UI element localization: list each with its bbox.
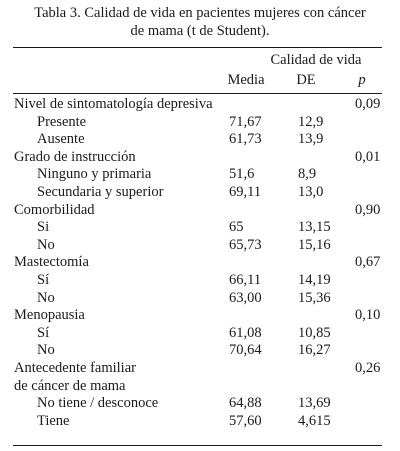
table-row (0, 272, 400, 290)
cell-media: 70,64 (229, 342, 262, 359)
table-row (0, 219, 400, 237)
cell-de: 13,9 (298, 131, 324, 148)
table-row (0, 237, 400, 255)
caption-line-1: Tabla 3. Calidad de vida en pacientes mujeres con cáncer (34, 5, 366, 21)
row-label: Sí (37, 271, 50, 288)
table-header-rule (13, 93, 382, 94)
table-row (0, 413, 400, 431)
table-row (0, 360, 400, 378)
table-row (0, 290, 400, 308)
cell-de: 16,27 (298, 342, 331, 359)
row-label: Ninguno y primaria (37, 166, 152, 183)
table-row (0, 395, 400, 413)
row-label: Menopausia (14, 307, 85, 324)
cell-de: 13,15 (298, 219, 331, 236)
table-row (0, 254, 400, 272)
table-row (0, 166, 400, 184)
table-bottom-rule (13, 445, 382, 446)
table-body (0, 96, 400, 430)
cell-media: 66,11 (229, 271, 262, 288)
table-row (0, 325, 400, 343)
row-label: Tiene (37, 412, 70, 429)
table-row (0, 307, 400, 325)
cell-p: 0,09 (355, 96, 381, 112)
row-label: Comorbilidad (14, 201, 95, 218)
row-label: Si (37, 219, 50, 236)
row-label: Grado de instrucción (14, 148, 136, 165)
table-row (0, 131, 400, 149)
cell-de: 13,0 (298, 183, 324, 200)
table-row (0, 149, 400, 167)
row-label: Nivel de sintomatología depresiva (14, 96, 213, 112)
table-caption (0, 4, 400, 40)
cell-p: 0,01 (355, 148, 381, 165)
row-label: No tiene / desconoce (37, 395, 159, 412)
cell-de: 8,9 (298, 166, 317, 183)
row-label: Ausente (37, 131, 85, 148)
cell-media: 51,6 (229, 166, 255, 183)
header-p: p (358, 72, 366, 88)
cell-p: 0,10 (355, 307, 381, 324)
header-de: DE (296, 72, 316, 88)
row-label: No (37, 289, 55, 306)
cell-de: 15,16 (298, 236, 331, 253)
row-label: Sí (37, 324, 50, 341)
table-row (0, 202, 400, 220)
cell-de: 12,9 (298, 113, 324, 130)
header-calidad-de-vida: Calidad de vida (270, 52, 362, 68)
cell-media: 71,67 (229, 113, 262, 130)
row-label: Secundaria y superior (37, 183, 164, 200)
row-label: No (37, 236, 55, 253)
cell-de: 14,19 (298, 271, 331, 288)
cell-de: 4,615 (298, 412, 331, 429)
cell-de: 10,85 (298, 324, 331, 341)
table-row (0, 184, 400, 202)
cell-media: 65,73 (229, 236, 262, 253)
row-label: Mastectomía (14, 254, 89, 271)
cell-media: 63,00 (229, 289, 262, 306)
table-row (0, 342, 400, 360)
cell-media: 69,11 (229, 183, 262, 200)
cell-p: 0,26 (355, 359, 381, 376)
cell-de: 15,36 (298, 289, 331, 306)
cell-p: 0,90 (355, 201, 381, 218)
header-media: Media (227, 72, 265, 88)
cell-media: 61,08 (229, 324, 262, 341)
row-label: de cáncer de mama (14, 377, 126, 394)
caption-line-2: de mama (t de Student). (130, 23, 270, 39)
row-label: No (37, 342, 55, 359)
table-top-rule (13, 47, 382, 48)
row-label: Presente (37, 113, 87, 130)
table-row (0, 96, 400, 114)
table-row (0, 378, 400, 396)
cell-de: 13,69 (298, 395, 331, 412)
cell-media: 64,88 (229, 395, 262, 412)
cell-media: 61,73 (229, 131, 262, 148)
cell-p: 0,67 (355, 254, 381, 271)
cell-media: 57,60 (229, 412, 262, 429)
row-label: Antecedente familiar (14, 359, 136, 376)
table-row (0, 114, 400, 132)
cell-media: 65 (229, 219, 244, 236)
